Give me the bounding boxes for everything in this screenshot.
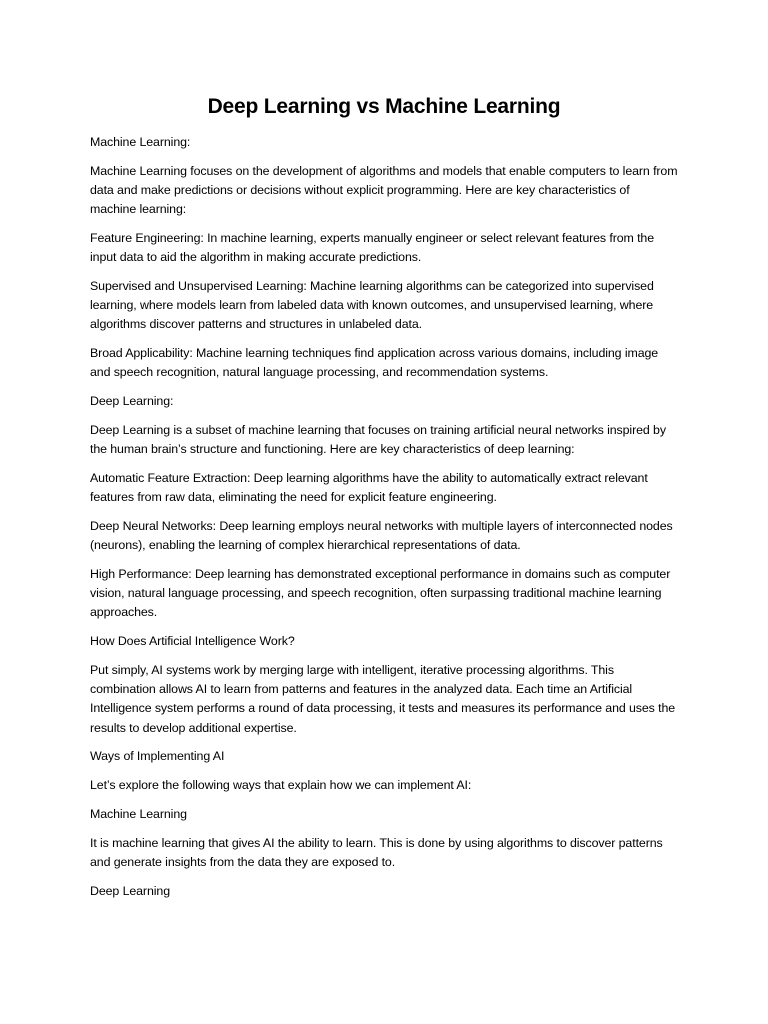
paragraph-high-performance: High Performance: Deep learning has demonstrated exceptional performance in domains such as computer vision, natural language processing, and speech recognition, often surpassing traditional machine learning approaches. [90, 567, 671, 620]
document-title: Deep Learning vs Machine Learning [207, 95, 561, 118]
paragraph-ml-subheading: Machine Learning [90, 807, 187, 821]
paragraph-dl-heading: Deep Learning: [90, 394, 174, 409]
paragraph-broad-applicability: Broad Applicability: Machine learning techniques find application across various domains, including image and speech recognition, natural language processing, and recommendation systems. [90, 346, 659, 380]
paragraph-ml-heading: Machine Learning: [90, 135, 191, 149]
paragraph-feature-engineering: Feature Engineering: In machine learning, experts manually engineer or select relevant features from the input data to aid the algorithm in making accurate predictions. [90, 231, 655, 265]
paragraph-ways-heading: Ways of Implementing AI [90, 749, 225, 764]
paragraph-automatic-feature-extraction: Automatic Feature Extraction: Deep learning algorithms have the ability to automatically extract relevant features from raw data, eliminating the need for explicit feature engineering. [90, 471, 648, 505]
paragraph-dl-subheading: Deep Learning [90, 883, 170, 898]
paragraph-ml-intro: Machine Learning focuses on the development of algorithms and models that enable computers to learn from data and make predictions or decisions without explicit programming. Here are key characteristics of machine learning: [90, 163, 678, 217]
paragraph-how-ai-works: Put simply, AI systems work by merging large with intelligent, iterative processing algorithms. This combination allows AI to learn from patterns and features in the analyzed data. Each time an Artificial Intelligence system performs a round of data processing, it tests and measures its performance and uses the results to develop additional expertise. [90, 663, 676, 735]
paragraph-dl-intro: Deep Learning is a subset of machine learning that focuses on training artificial neural networks inspired by the human brain’s structure and functioning. Here are key characteristics of deep learning: [90, 423, 666, 457]
paragraph-how-ai-works-heading: How Does Artificial Intelligence Work? [90, 634, 295, 649]
paragraph-ways-intro: Let’s explore the following ways that explain how we can implement AI: [90, 778, 472, 793]
paragraph-deep-neural-networks: Deep Neural Networks: Deep learning employs neural networks with multiple layers of interconnected nodes (neurons), enabling the learning of complex hierarchical representations of data. [90, 519, 673, 553]
paragraph-supervised-unsupervised: Supervised and Unsupervised Learning: Machine learning algorithms can be categorized into supervised learning, where models learn from labeled data with known outcomes, and unsupervised learning, where algorithms discover patterns and structures in unlabeled data. [90, 279, 654, 332]
paragraph-ml-description: It is machine learning that gives AI the ability to learn. This is done by using algorithms to discover patterns and generate insights from the data they are exposed to. [90, 835, 663, 869]
